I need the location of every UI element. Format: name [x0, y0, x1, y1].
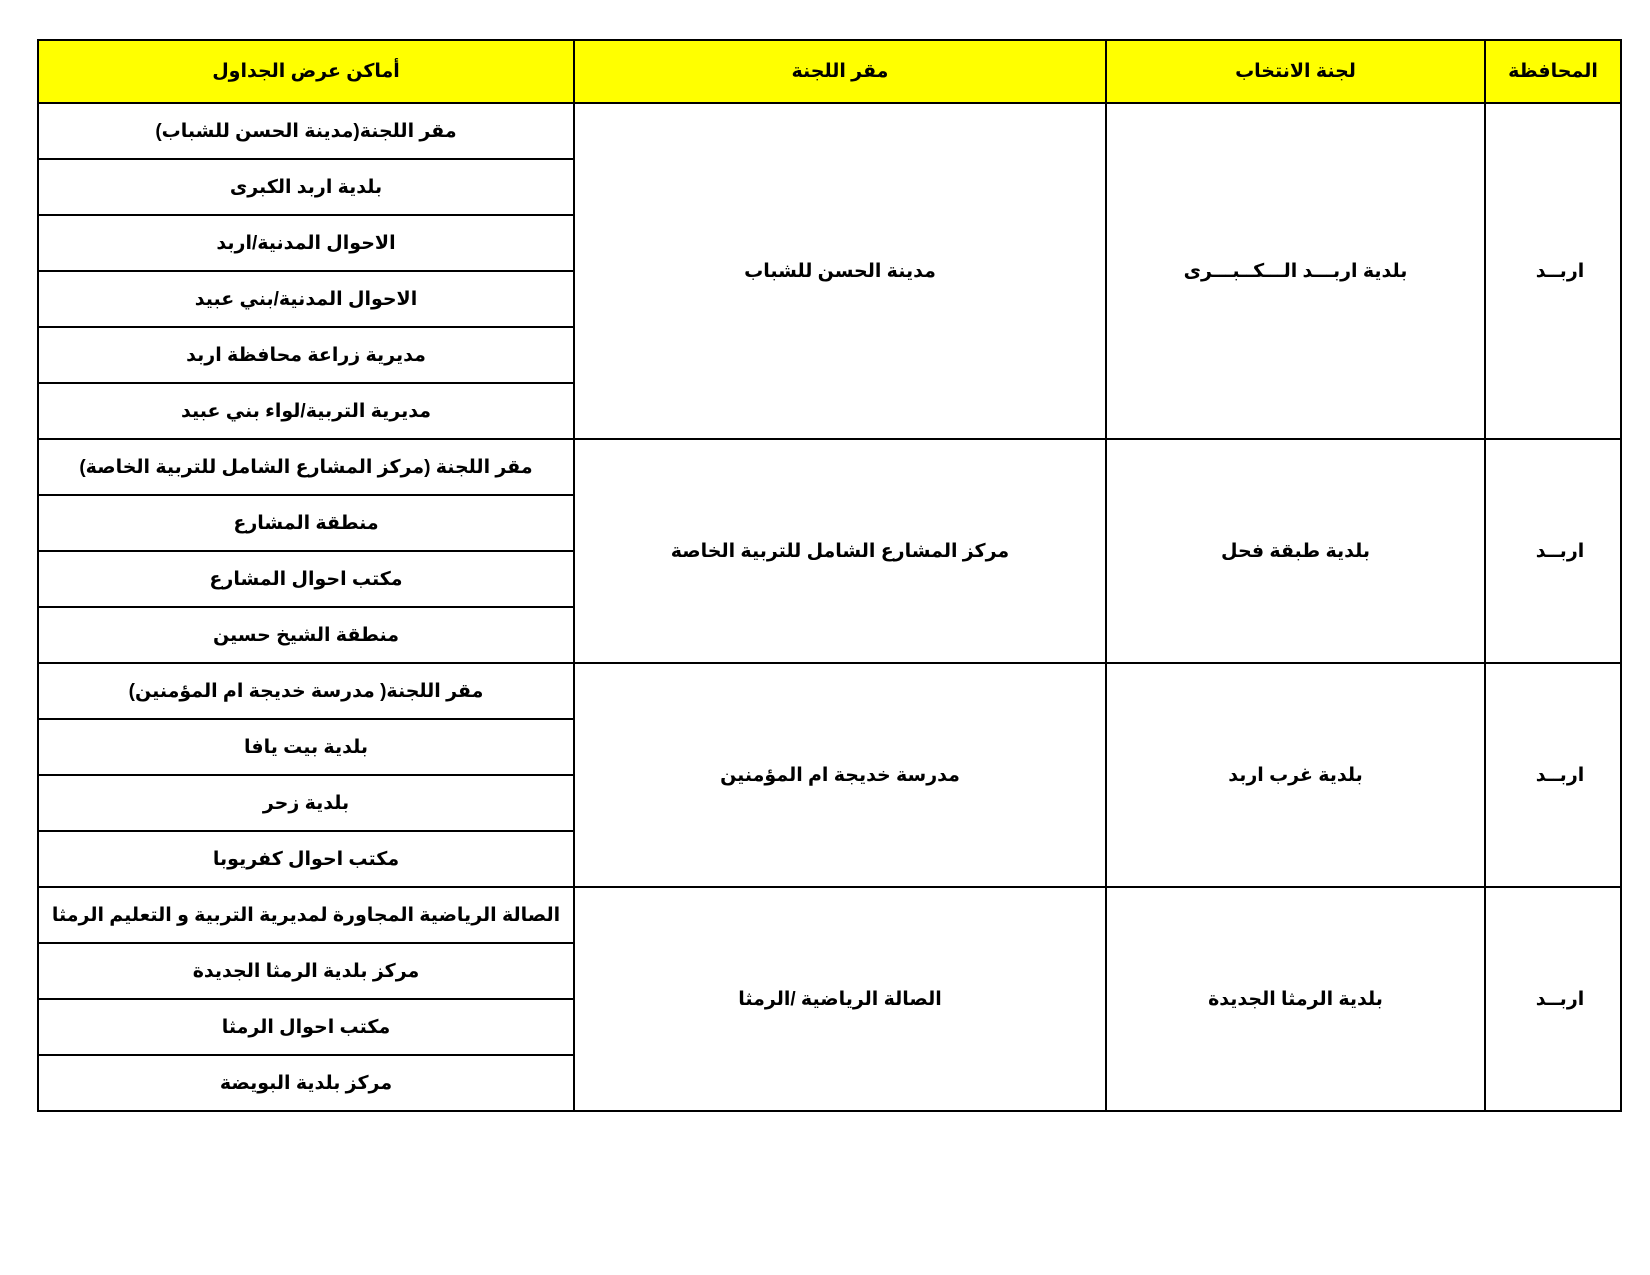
- header-governorate: المحافظة: [1485, 40, 1621, 103]
- governorate-cell: اربــد: [1485, 103, 1621, 439]
- display-place-cell: الصالة الرياضية المجاورة لمديرية التربية و التعليم الرمثا: [38, 887, 574, 943]
- display-place-cell: مقر اللجنة( مدرسة خديجة ام المؤمنين): [38, 663, 574, 719]
- table-row: [38, 663, 1621, 719]
- table-row: [38, 887, 1621, 943]
- display-place-cell: مقر اللجنة(مدينة الحسن للشباب): [38, 103, 574, 159]
- display-place-cell: الاحوال المدنية/اربد: [38, 215, 574, 271]
- headquarters-cell: مدرسة خديجة ام المؤمنين: [574, 663, 1106, 887]
- governorate-cell: اربــد: [1485, 887, 1621, 1111]
- committee-cell: بلدية الرمثا الجديدة: [1106, 887, 1485, 1111]
- committee-cell: بلدية غرب اربد: [1106, 663, 1485, 887]
- committee-cell: بلدية اربـــد الـــكــبـــرى: [1106, 103, 1485, 439]
- table-row: [38, 439, 1621, 495]
- table-row: [38, 103, 1621, 159]
- headquarters-cell: الصالة الرياضية /الرمثا: [574, 887, 1106, 1111]
- display-place-cell: مكتب احوال الرمثا: [38, 999, 574, 1055]
- display-place-cell: منطقة المشارع: [38, 495, 574, 551]
- header-display-places: أماكن عرض الجداول: [38, 40, 574, 103]
- display-place-cell: مديرية زراعة محافظة اربد: [38, 327, 574, 383]
- headquarters-cell: مركز المشارع الشامل للتربية الخاصة: [574, 439, 1106, 663]
- display-place-cell: بلدية بيت يافا: [38, 719, 574, 775]
- governorate-cell: اربــد: [1485, 439, 1621, 663]
- display-place-cell: الاحوال المدنية/بني عبيد: [38, 271, 574, 327]
- display-place-cell: مركز بلدية الرمثا الجديدة: [38, 943, 574, 999]
- table-body: [38, 103, 1621, 1111]
- governorate-cell: اربــد: [1485, 663, 1621, 887]
- display-place-cell: مركز بلدية البويضة: [38, 1055, 574, 1111]
- display-place-cell: بلدية زحر: [38, 775, 574, 831]
- committee-cell: بلدية طبقة فحل: [1106, 439, 1485, 663]
- headquarters-cell: مدينة الحسن للشباب: [574, 103, 1106, 439]
- display-place-cell: مقر اللجنة (مركز المشارع الشامل للتربية الخاصة): [38, 439, 574, 495]
- display-place-cell: بلدية اربد الكبرى: [38, 159, 574, 215]
- display-place-cell: منطقة الشيخ حسين: [38, 607, 574, 663]
- header-committee: لجنة الانتخاب: [1106, 40, 1485, 103]
- display-place-cell: مكتب احوال المشارع: [38, 551, 574, 607]
- header-row: [38, 40, 1621, 103]
- display-place-cell: مديرية التربية/لواء بني عبيد: [38, 383, 574, 439]
- committees-table: [37, 39, 1622, 1112]
- table-header: [38, 40, 1621, 103]
- display-place-cell: مكتب احوال كفريوبا: [38, 831, 574, 887]
- header-headquarters: مقر اللجنة: [574, 40, 1106, 103]
